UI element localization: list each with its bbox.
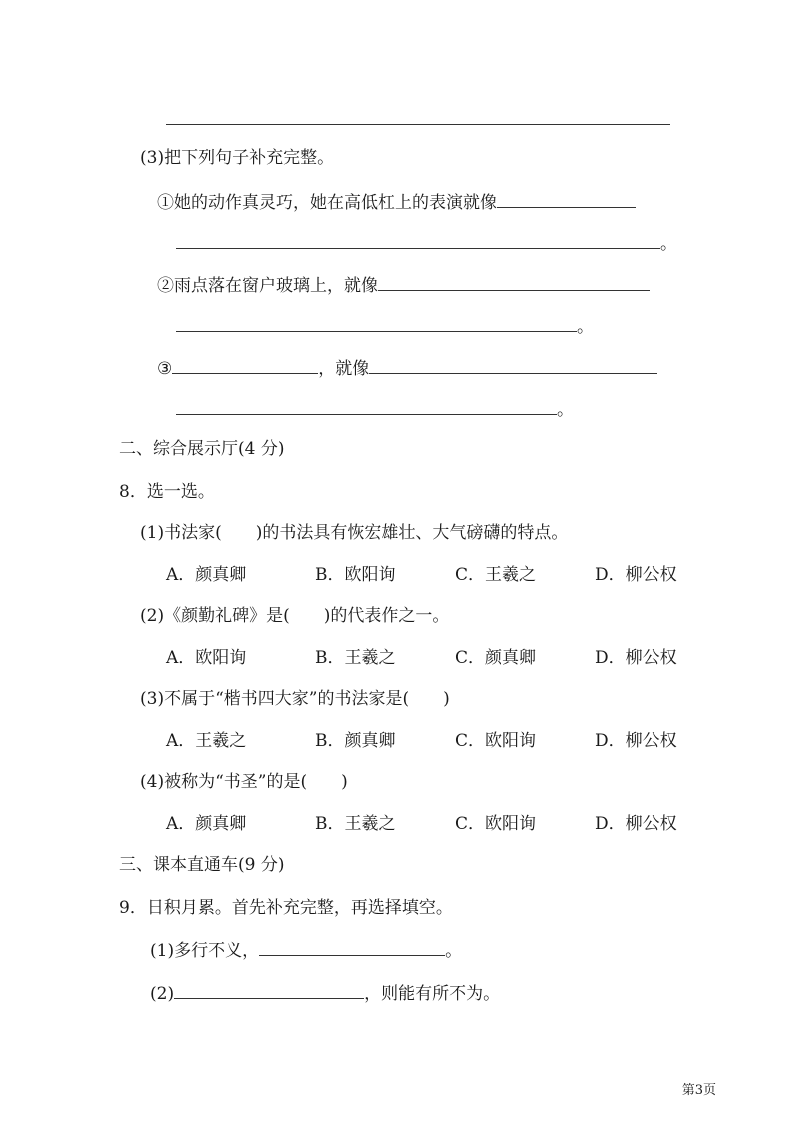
q9-line-1 — [150, 937, 462, 963]
sentence-3-blank-subject[interactable] — [172, 355, 318, 374]
period: 。 — [660, 234, 677, 254]
sentence-3-blank-2[interactable] — [176, 396, 557, 415]
page-number: 第3页 — [681, 1083, 716, 1098]
q9-line-1-blank[interactable] — [259, 937, 445, 956]
q9-line-2-blank[interactable] — [174, 980, 364, 999]
q9-line-2 — [150, 980, 500, 1006]
period: 。 — [557, 400, 574, 420]
q8-item-1-stem: (1)书法家( )的书法具有恢宏雄壮、大气磅礴的特点。 — [140, 523, 569, 543]
sentence-1-blank-2[interactable] — [176, 230, 660, 249]
sentence-3-blank[interactable] — [369, 355, 657, 374]
sentence-2-blank[interactable] — [378, 272, 650, 291]
sentence-1 — [157, 189, 636, 215]
option-a[interactable]: A．王羲之 — [166, 731, 247, 751]
sentence-2 — [157, 272, 650, 298]
period: 。 — [577, 317, 594, 337]
option-c[interactable]: C．欧阳询 — [455, 814, 537, 834]
option-a[interactable]: A．颜真卿 — [166, 565, 247, 585]
q9-title: 9．日积月累。首先补充完整，再选择填空。 — [119, 898, 453, 918]
option-d[interactable]: D．柳公权 — [595, 565, 677, 585]
section-2-title: 二、综合展示厅(4 分) — [119, 439, 285, 459]
option-b[interactable]: B．王羲之 — [315, 648, 396, 668]
q9-line-2-text: ，则能有所不为。 — [364, 984, 501, 1004]
section-3-title: 三、课本直通车(9 分) — [119, 855, 285, 875]
sentence-1-blank[interactable] — [497, 189, 636, 208]
answer-blank-line[interactable] — [166, 106, 670, 132]
q9-line-1-text: (1)多行不义， — [150, 941, 260, 961]
period: 。 — [445, 941, 463, 961]
q8-title: 8．选一选。 — [119, 482, 215, 502]
option-c[interactable]: C．欧阳询 — [455, 731, 537, 751]
option-c[interactable]: C．王羲之 — [455, 565, 537, 585]
option-b[interactable]: B．颜真卿 — [315, 731, 396, 751]
sentence-2-blank-2[interactable] — [176, 313, 577, 332]
sentence-3-text: ，就像 — [318, 359, 370, 379]
option-a[interactable]: A．欧阳询 — [166, 648, 247, 668]
sentence-1-continuation — [176, 230, 677, 256]
q7-part3-heading: (3)把下列句子补充完整。 — [140, 148, 335, 168]
sentence-3-marker: ③ — [157, 359, 173, 379]
sentence-3-continuation — [176, 396, 574, 422]
q8-item-4-stem: (4)被称为“书圣”的是( ) — [140, 772, 348, 792]
q8-item-3-stem: (3)不属于“楷书四大家”的书法家是( ) — [140, 689, 450, 709]
option-d[interactable]: D．柳公权 — [595, 648, 677, 668]
sentence-2-text: ②雨点落在窗户玻璃上，就像 — [157, 276, 378, 296]
option-d[interactable]: D．柳公权 — [595, 731, 677, 751]
q8-item-2-stem: (2)《颜勤礼碑》是( )的代表作之一。 — [140, 606, 450, 626]
sentence-3 — [157, 355, 657, 381]
option-b[interactable]: B．王羲之 — [315, 814, 396, 834]
option-b[interactable]: B．欧阳询 — [315, 565, 396, 585]
sentence-1-text: ①她的动作真灵巧，她在高低杠上的表演就像 — [157, 193, 497, 213]
option-d[interactable]: D．柳公权 — [595, 814, 677, 834]
option-a[interactable]: A．颜真卿 — [166, 814, 247, 834]
sentence-2-continuation — [176, 313, 594, 339]
option-c[interactable]: C．颜真卿 — [455, 648, 537, 668]
q9-line-2-number: (2) — [150, 984, 175, 1004]
